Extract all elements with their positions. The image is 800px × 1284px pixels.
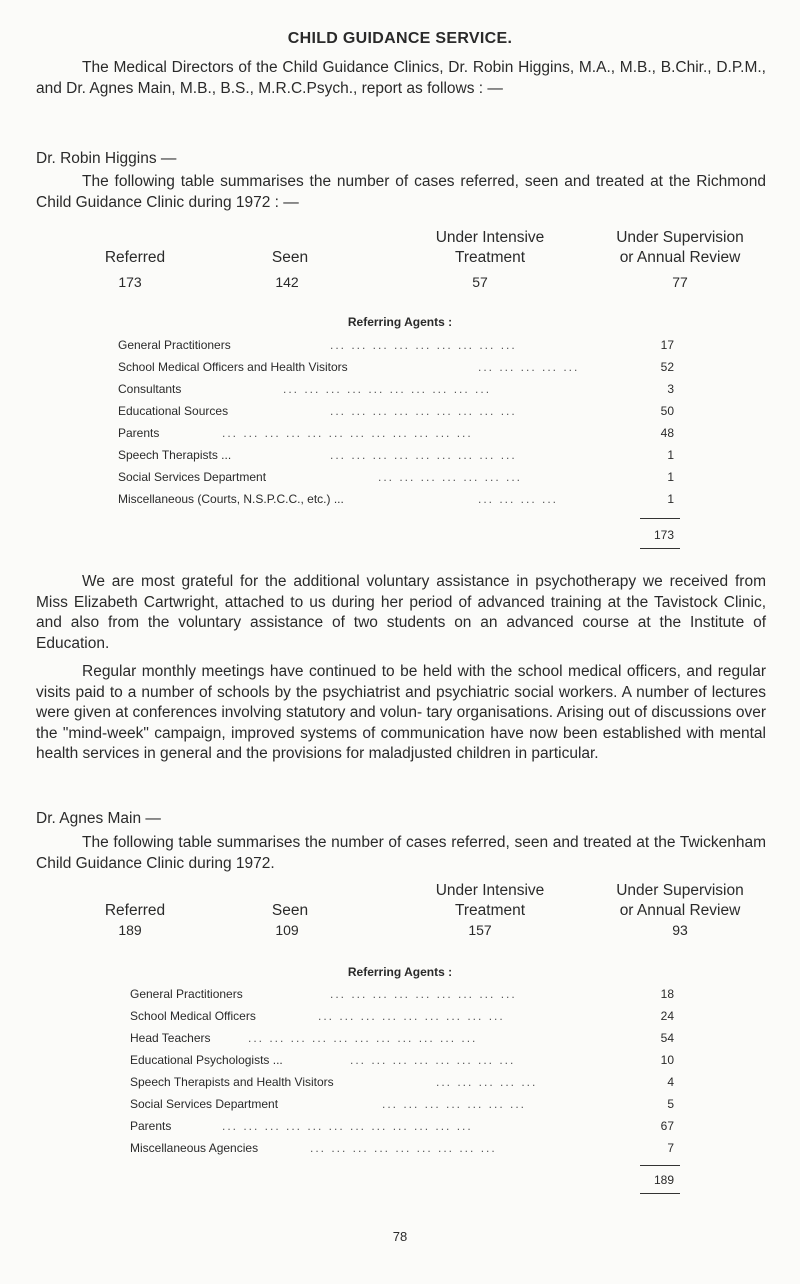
agent-label: Speech Therapists ...: [118, 448, 232, 462]
total-rule-bottom: [640, 1193, 680, 1194]
list-item: [130, 1119, 680, 1137]
list-item: [130, 1075, 680, 1093]
page-title: CHILD GUIDANCE SERVICE.: [287, 30, 513, 47]
leader-dots: ... ... ... ... ... ... ... ... ... ... ... ...: [222, 1119, 473, 1133]
agent-label: General Practitioners: [118, 338, 231, 352]
agent-count: 1: [667, 448, 674, 462]
value-referred: 189: [118, 922, 142, 938]
leader-dots: ... ... ... ... ...: [478, 360, 580, 374]
agents-total: 189: [653, 1173, 674, 1187]
section1-lead: The following table summarises the number of cases referred, seen and treated at the Richmond Child Guidance Clinic during 1972 : —: [36, 173, 766, 211]
agents-total: 173: [653, 528, 674, 542]
agent-label: Social Services Department: [118, 470, 267, 484]
col-head-referred: Referred: [104, 902, 166, 919]
col-head-supervision-line1: Under Supervision: [616, 229, 744, 246]
list-item: [118, 382, 678, 400]
value-supervision: 93: [672, 922, 688, 938]
page-number: 78: [392, 1229, 408, 1244]
list-item: [130, 1097, 680, 1115]
leader-dots: ... ... ... ... ... ... ... ... ...: [330, 448, 517, 462]
value-seen: 142: [275, 274, 299, 290]
agent-label: Speech Therapists and Health Visitors: [130, 1075, 334, 1089]
list-item: [130, 1009, 680, 1027]
agent-count: 4: [667, 1075, 674, 1089]
list-item: [118, 448, 678, 466]
agent-label: Social Services Department: [130, 1097, 279, 1111]
col-head-intensive-line1: Under Intensive: [435, 229, 545, 246]
intro-paragraph: The Medical Directors of the Child Guidance Clinics, Dr. Robin Higgins, M.A., M.B., B.Chir., D.P.M., and Dr. Agnes Main, M.B., B.S., M.R.C.Psych., report as follows : —: [36, 59, 766, 97]
total-rule-bottom: [640, 548, 680, 549]
agent-count: 3: [667, 382, 674, 396]
list-item: [130, 1053, 680, 1071]
list-item: [130, 987, 680, 1005]
list-item: [118, 492, 678, 510]
agent-label: Educational Sources: [118, 404, 229, 418]
total-rule-top: [640, 518, 680, 519]
value-intensive: 157: [468, 922, 492, 938]
col-head-seen: Seen: [271, 902, 309, 919]
referring-agents-title: Referring Agents :: [347, 315, 453, 329]
agent-count: 50: [660, 404, 674, 418]
leader-dots: ... ... ... ... ... ... ...: [382, 1097, 527, 1111]
paragraph-meetings: Regular monthly meetings have continued to be held with the school medical officers, and regular visits paid to a number of schools by the psychiatrist and psychiatric social workers. A number of lectures were given at conferences involving statutory and volun- tary organisations. Arising out of discussions over the "mind-week" campaign, improved systems of communication have now been established with mental health services in general and the provisions for maladjusted children in particular.: [36, 663, 766, 762]
list-item: [118, 470, 678, 488]
agent-count: 18: [660, 987, 674, 1001]
leader-dots: ... ... ... ... ... ... ... ... ... ... ... ...: [222, 426, 473, 440]
col-head-referred: Referred: [104, 249, 166, 266]
col-head-supervision-line2: or Annual Review: [619, 902, 741, 919]
list-item: [130, 1031, 680, 1049]
agent-label: Miscellaneous Agencies: [130, 1141, 259, 1155]
agent-count: 48: [660, 426, 674, 440]
leader-dots: ... ... ... ... ... ... ...: [378, 470, 523, 484]
value-referred: 173: [118, 274, 142, 290]
leader-dots: ... ... ... ... ... ... ... ... ...: [310, 1141, 497, 1155]
total-rule-top: [640, 1165, 680, 1166]
list-item: [118, 426, 678, 444]
section1-heading: Dr. Robin Higgins —: [36, 150, 177, 167]
section2-lead: The following table summarises the number of cases referred, seen and treated at the Twickenham Child Guidance Clinic during 1972.: [36, 834, 766, 872]
leader-dots: ... ... ... ... ... ... ... ...: [350, 1053, 516, 1067]
agent-count: 5: [667, 1097, 674, 1111]
agent-label: General Practitioners: [130, 987, 243, 1001]
value-supervision: 77: [672, 274, 688, 290]
agent-label: School Medical Officers and Health Visitors: [118, 360, 348, 374]
col-head-supervision-line1: Under Supervision: [616, 882, 744, 899]
agent-label: Parents: [118, 426, 160, 440]
paragraph-grateful: We are most grateful for the additional voluntary assistance in psychotherapy we received from Miss Elizabeth Cartwright, attached to us during her period of advanced training at the Tavistock Clinic, and also from the voluntary assistance of two students on an advanced course at the Institute of Education.: [36, 573, 766, 652]
agent-label: Parents: [130, 1119, 172, 1133]
value-seen: 109: [275, 922, 299, 938]
leader-dots: ... ... ... ... ... ... ... ... ...: [330, 338, 517, 352]
agent-count: 54: [660, 1031, 674, 1045]
agent-label: Miscellaneous (Courts, N.S.P.C.C., etc.) ...: [118, 492, 344, 506]
col-head-intensive-line2: Treatment: [454, 249, 526, 266]
col-head-supervision-line2: or Annual Review: [619, 249, 741, 266]
agent-count: 10: [660, 1053, 674, 1067]
leader-dots: ... ... ... ... ... ... ... ... ...: [330, 987, 517, 1001]
value-intensive: 57: [472, 274, 488, 290]
agent-count: 67: [660, 1119, 674, 1133]
leader-dots: ... ... ... ... ... ... ... ... ...: [318, 1009, 505, 1023]
agent-label: Consultants: [118, 382, 182, 396]
list-item: [118, 404, 678, 422]
agent-count: 7: [667, 1141, 674, 1155]
agent-count: 24: [660, 1009, 674, 1023]
col-head-seen: Seen: [271, 249, 309, 266]
list-item: [130, 1141, 680, 1159]
col-head-intensive-line1: Under Intensive: [435, 882, 545, 899]
agent-count: 17: [660, 338, 674, 352]
list-item: [118, 360, 678, 378]
agent-label: Head Teachers: [130, 1031, 211, 1045]
agent-count: 1: [667, 492, 674, 506]
agent-count: 52: [660, 360, 674, 374]
section2-heading: Dr. Agnes Main —: [36, 810, 161, 827]
agent-count: 1: [667, 470, 674, 484]
col-head-intensive-line2: Treatment: [454, 902, 526, 919]
leader-dots: ... ... ... ... ... ... ... ... ...: [330, 404, 517, 418]
leader-dots: ... ... ... ... ... ... ... ... ... ... ...: [248, 1031, 478, 1045]
referring-agents-title: Referring Agents :: [347, 965, 453, 979]
agent-label: Educational Psychologists ...: [130, 1053, 283, 1067]
leader-dots: ... ... ... ...: [478, 492, 559, 506]
leader-dots: ... ... ... ... ...: [436, 1075, 538, 1089]
agent-label: School Medical Officers: [130, 1009, 256, 1023]
leader-dots: ... ... ... ... ... ... ... ... ... ...: [283, 382, 492, 396]
list-item: [118, 338, 678, 356]
